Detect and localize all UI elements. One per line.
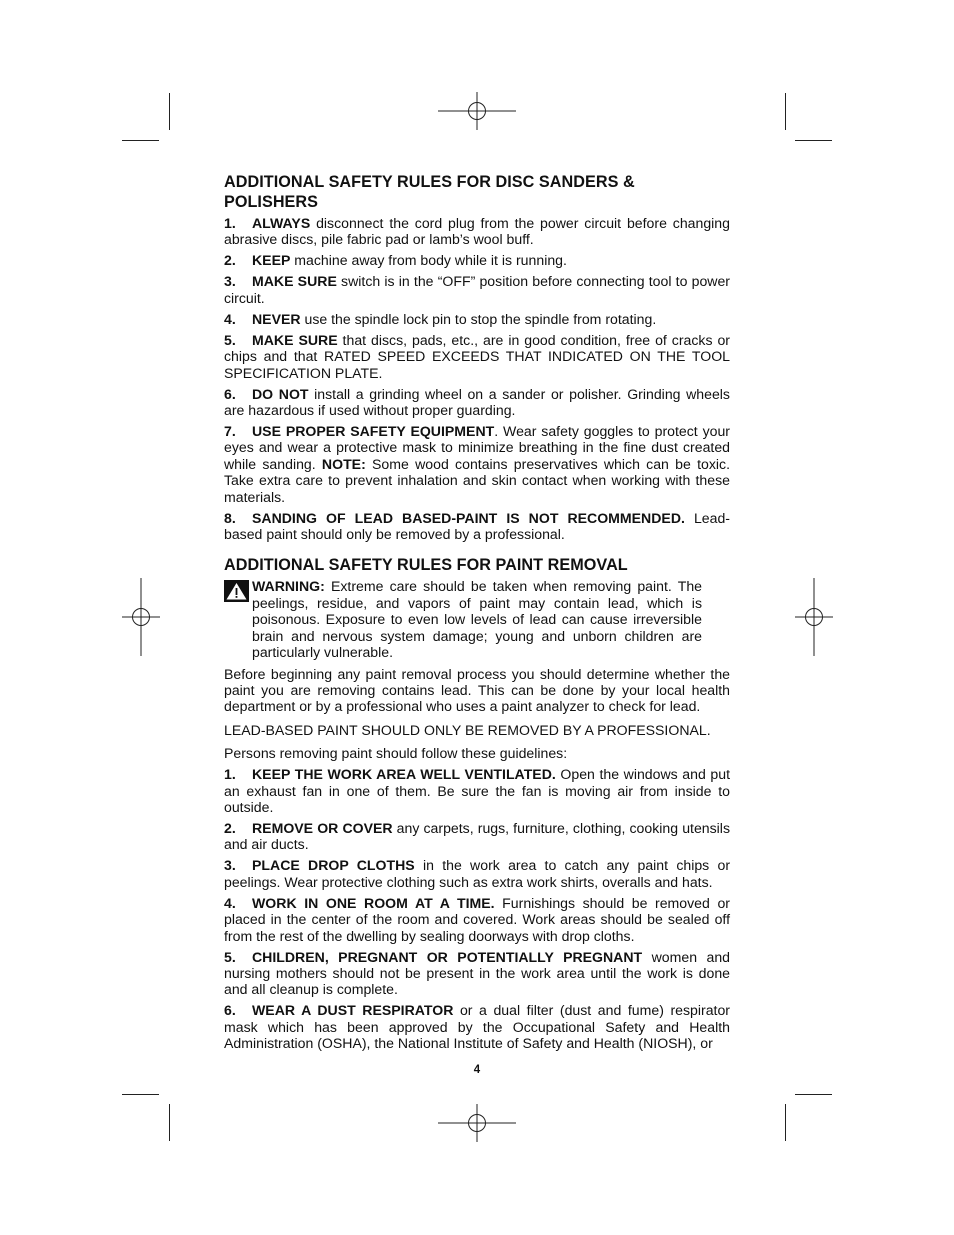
warning-text: WARNING: Extreme care should be taken when removing paint. The peelings, residue, and vapors of paint may contain lead, which is poisonous. Exposure to even low levels of lead can cause irreversible brain and nervous system damage; young and unborn children are particularly vulnerable. xyxy=(252,578,702,661)
crop-mark-top-right-vertical xyxy=(785,93,786,130)
list-item: 3. PLACE DROP CLOTHS in the work area to catch any paint chips or peelings. Wear protective clothing such as extra work shirts, overalls and hats. xyxy=(224,857,731,890)
registration-mark-icon xyxy=(122,578,160,656)
list-item: 2. REMOVE OR COVER any carpets, rugs, furniture, clothing, cooking utensils and air ducts. xyxy=(224,819,730,853)
list-item: 3. MAKE SURE switch is in the “OFF” position before connecting tool to power circuit. xyxy=(224,273,730,306)
registration-mark-icon xyxy=(438,92,516,130)
page-number: 4 xyxy=(473,1064,481,1076)
list-item: 2. KEEP machine away from body while it is running. xyxy=(224,252,567,269)
warning-block xyxy=(224,578,730,660)
paragraph: LEAD-BASED PAINT SHOULD ONLY BE REMOVED BY A PROFESSIONAL. xyxy=(224,721,711,738)
section-heading: ADDITIONAL SAFETY RULES FOR PAINT REMOVAL xyxy=(224,556,628,575)
list-item: 1. ALWAYS disconnect the cord plug from the power circuit before changing abrasive discs, pile fabric pad or lamb’s wool buff. xyxy=(224,215,730,248)
list-item: 8. SANDING OF LEAD BASED-PAINT IS NOT RECOMMENDED. Lead-based paint should only be removed by a professional. xyxy=(224,509,731,543)
list-item: 1. KEEP THE WORK AREA WELL VENTILATED. Open the windows and put an exhaust fan in one of them. Be sure the fan is moving air from inside to outside. xyxy=(224,766,730,815)
crop-mark-top-left-vertical xyxy=(169,93,170,130)
paragraph: Persons removing paint should follow these guidelines: xyxy=(224,745,568,762)
list-item: 5. MAKE SURE that discs, pads, etc., are in good condition, free of cracks or chips and that RATED SPEED EXCEEDS THAT INDICATED ON THE TOOL SPECIFICATION PLATE. xyxy=(224,331,730,381)
list-item: 4. WORK IN ONE ROOM AT A TIME. Furnishings should be removed or placed in the center of the room and covered. Work areas should be sealed off from the rest of the dwelling by sealing doorways with drop cloths. xyxy=(224,894,730,944)
crop-mark-bottom-right-horizontal xyxy=(795,1094,832,1095)
list-item: 6. DO NOT install a grinding wheel on a sander or polisher. Grinding wheels are hazardous if used without proper guarding. xyxy=(224,385,730,419)
warning-triangle-icon xyxy=(224,580,249,602)
note-label: NOTE: xyxy=(321,455,366,472)
crop-mark-bottom-right-vertical xyxy=(785,1104,786,1141)
crop-mark-bottom-left-vertical xyxy=(169,1104,170,1141)
crop-mark-bottom-left-horizontal xyxy=(122,1094,159,1095)
list-item: 4. NEVER use the spindle lock pin to stop the spindle from rotating. xyxy=(224,310,657,327)
section-heading: ADDITIONAL SAFETY RULES FOR DISC SANDERS & POLISHERS xyxy=(224,173,635,211)
paragraph: Before beginning any paint removal process you should determine whether the paint you are removing contains lead. This can be done by your local health department or by a professional who uses a paint analyzer to check for lead. xyxy=(224,665,730,715)
registration-mark-icon xyxy=(438,1104,516,1142)
warning-label: WARNING: xyxy=(252,578,325,595)
page-content xyxy=(224,172,730,1056)
crop-mark-top-left-horizontal xyxy=(122,140,159,141)
list-item: 7. USE PROPER SAFETY EQUIPMENT. Wear safety goggles to protect your eyes and wear a protective mask to minimize breathing in the fine dust created while sanding. NOTE: Some wood contains preservatives which can be toxic. Take extra care to prevent inhalation and skin contact when working with these materials. xyxy=(224,423,730,505)
crop-mark-top-right-horizontal xyxy=(795,140,832,141)
list-item: 5. CHILDREN, PREGNANT OR POTENTIALLY PREGNANT women and nursing mothers should not be present in the work area until the work is done and all cleanup is complete. xyxy=(224,948,730,998)
list-item: 6. WEAR A DUST RESPIRATOR or a dual filter (dust and fume) respirator mask which has been approved by the Occupational Safety and Health Administration (OSHA), the National Institute of Safety and Health (NIOSH), or xyxy=(224,1002,730,1052)
registration-mark-icon xyxy=(795,578,833,656)
